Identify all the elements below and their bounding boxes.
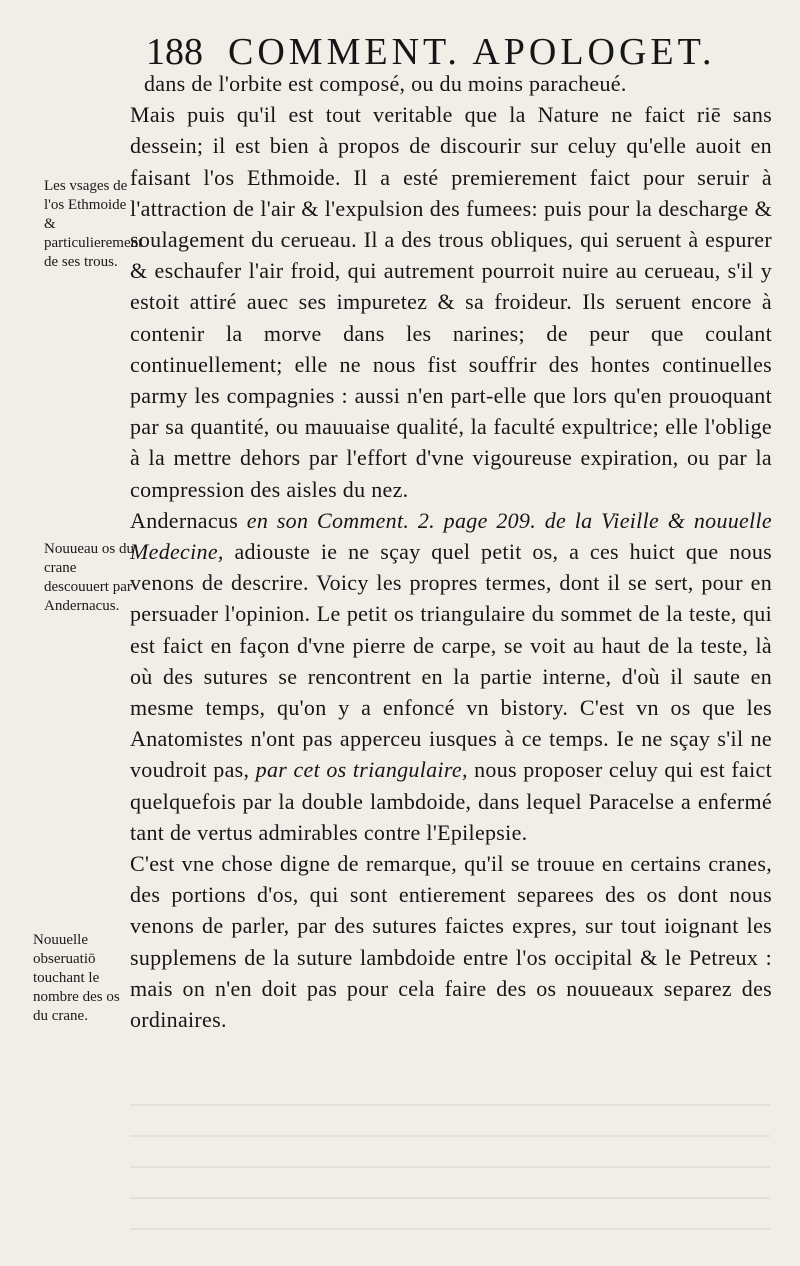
paragraph	[130, 848, 772, 1035]
paragraph-text: nous proposer celuy qui est faict quelquefois par la double lambdoide, dans lequel Paracelse a enfermé tant de vertus admirables contre l'Epilepsie.	[130, 757, 772, 845]
main-text	[130, 68, 772, 1035]
paragraph	[130, 68, 772, 99]
paragraph	[130, 505, 772, 848]
margin-note-text: Les vsages de l'os Ethmoide & particulierement de ses trous.	[44, 178, 143, 270]
margin-note-nouueau-os	[44, 540, 134, 616]
margin-note-text: Nouueau os du crane descouuert par Andernacus.	[44, 541, 134, 614]
paragraph-text: dans de l'orbite est composé, ou du moins paracheué.	[144, 71, 627, 96]
margin-note-obseruation	[33, 931, 129, 1026]
paragraph	[130, 99, 772, 505]
page-number: 188	[146, 31, 203, 73]
running-head: COMMENT. APOLOGET.	[228, 31, 716, 73]
margin-note-ethmoide	[44, 177, 143, 272]
citation-italic: en son Comment. 2. page 209. de la Vieille & nouuelle Medecine,	[130, 507, 773, 565]
paragraph-text: Andernacus	[130, 507, 247, 533]
margin-note-text: Nouuelle obseruatiō touchant le nombre des os du crane.	[33, 932, 120, 1024]
paragraph-text: C'est vne chose digne de remarque, qu'il se trouue en certains cranes, des portions d'os, qui sont entierement separees des os dont nous venons de parler, par des sutures faictes expres, sur tout ioignant les supplemens de la suture lambdoide entre l'os occipital & le Petreux : mais on n'en doit pas pour cela faire des os nouueaux separez des ordinaires.	[130, 851, 772, 1033]
paragraph-text: Mais puis qu'il est tout veritable que la Nature ne faict riē sans dessein; il est bien à propos de discourir sur celuy qu'elle auoit en faisant l'os Ethmoide. Il a esté premierement faict pour seruir à l'attraction de l'air & l'expulsion des fumees: puis pour la descharge & soulagement du cerueau. Il a des trous obliques, qui seruent à espurer & eschaufer l'air froid, qui autrement pourroit nuire au cerueau, s'il y estoit attiré auec ses impuretez & sa froideur. Ils seruent encore à contenir la morve dans les narines; de peur que coulant continuellement; elle ne nous fist souffrir des hontes continuelles parmy les compagnies : aussi n'en part-elle que lors qu'en prouoquant par sa quantité, ou mauuaise qualité, la faculté expultrice; elle l'oblige à la mettre dehors par l'effort d'vne vigoureuse expiration, ou par la compression des aisles du nez.	[130, 102, 772, 502]
show-through-texture	[130, 1080, 770, 1230]
quote-italic: par cet os triangulaire,	[255, 757, 468, 783]
paragraph-text: adiouste ie ne sçay quel petit os, a ces huict que nous venons de descrire. Voicy les propres termes, dont il se sert, pour en persuader l'opinion. Le petit os triangulaire du sommet de la teste, qui est faict en façon d'vne pierre de carpe, se voit au haut de la teste, là où des sutures se rencontrent en la partie interne, d'où il saute en mesme temps, qu'on y a enfoncé vn bistory. C'est vn os que les Anatomistes n'ont pas apperceu iusques à ce temps. Ie ne sçay s'il ne voudroit pas,	[130, 539, 772, 783]
